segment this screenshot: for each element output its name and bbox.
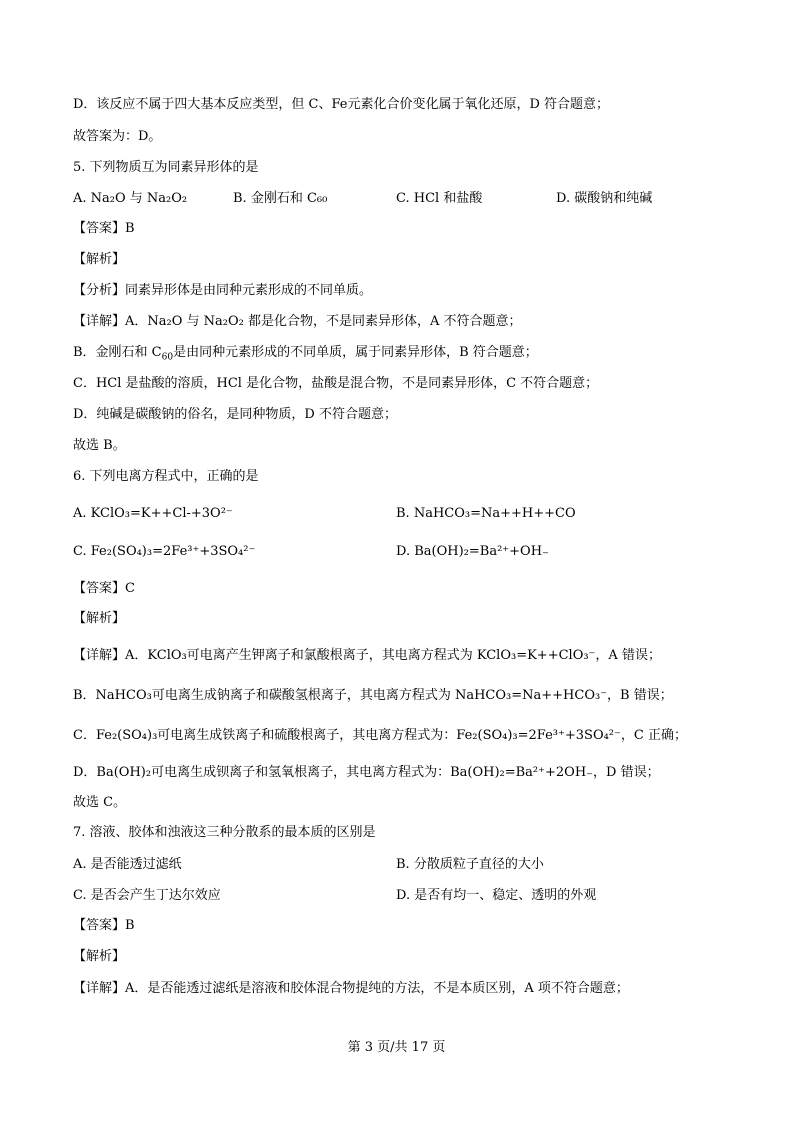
detail-text: D．Ba(OH)₂可电离生成钡离子和氢氧根离子，其电离方程式为：Ba(OH)₂=Ba²⁺+2OH₋，D 错误； [73, 765, 660, 780]
detail-text [73, 344, 538, 362]
analysis-label: 【解析】 [73, 949, 126, 964]
detail-text: 【详解】A．KClO₃可电离产生钾离子和氯酸根离子，其电离方程式为 KClO₃=K++ClO₃⁻，A 错误； [73, 648, 661, 663]
detail-text: C．HCl 是盐酸的溶质，HCl 是化合物，盐酸是混合物，不是同素异形体，C 不符合题意； [73, 376, 599, 391]
q7-option-b: B. 分散质粒子直径的大小 [396, 857, 544, 872]
analysis-label: 【解析】 [73, 611, 126, 626]
detail-text-part: 是由同种元素形成的不同单质，属于同素异形体，B 符合题意； [173, 345, 538, 360]
answer-label: 【答案】C [73, 581, 135, 596]
detail-text: C．Fe₂(SO₄)₃可电离生成铁离子和硫酸根离子，其电离方程式为：Fe₂(SO₄)₃=2Fe³⁺+3SO₄²⁻，C 正确； [73, 728, 687, 743]
q6-option-d: D. Ba(OH)₂=Ba²⁺+OH₋ [396, 544, 549, 559]
analysis-label: 【解析】 [73, 252, 126, 267]
detail-text-part: B．金刚石和 C [73, 345, 162, 360]
page-footer: 第 3 页/共 17 页 [347, 1040, 446, 1055]
text-line: 故答案为：D。 [73, 129, 162, 144]
q7-option-d: D. 是否有均一、稳定、透明的外观 [396, 888, 597, 903]
q5-option-a: A. Na₂O 与 Na₂O₂ [73, 191, 188, 206]
analysis-text: 【分析】同素异形体是由同种元素形成的不同单质。 [73, 283, 373, 298]
q6-option-b: B. NaHCO₃=Na++H++CO [396, 506, 576, 521]
detail-text: B．NaHCO₃可电离生成钠离子和碳酸氢根离子，其电离方程式为 NaHCO₃=Na++HCO₃⁻，B 错误； [73, 688, 673, 703]
text-line: D．该反应不属于四大基本反应类型，但 C、Fe元素化合价变化属于氧化还原，D 符合题意； [73, 97, 610, 112]
conclusion-text: 故选 C。 [73, 795, 127, 810]
q5-option-b: B. 金刚石和 C₆₀ [233, 191, 328, 206]
detail-text: 【详解】A．是否能透过滤纸是溶液和胶体混合物提纯的方法，不是本质区别，A 项不符合题意； [73, 981, 629, 996]
detail-text: 【详解】A．Na₂O 与 Na₂O₂ 都是化合物，不是同素异形体，A 不符合题意； [73, 314, 522, 329]
answer-label: 【答案】B [73, 918, 135, 933]
detail-text: D．纯碱是碳酸钠的俗名，是同种物质，D 不符合题意； [73, 407, 397, 422]
question-6: 6. 下列电离方程式中，正确的是 [73, 469, 259, 484]
conclusion-text: 故选 B。 [73, 438, 126, 453]
q6-option-c: C. Fe₂(SO₄)₃=2Fe³⁺+3SO₄²⁻ [73, 544, 256, 559]
q6-option-a: A. KClO₃=K++Cl-+3O²⁻ [73, 506, 233, 521]
question-5: 5. 下列物质互为同素异形体的是 [73, 160, 259, 175]
q7-option-a: A. 是否能透过滤纸 [73, 857, 182, 872]
q7-option-c: C. 是否会产生丁达尔效应 [73, 888, 221, 903]
q5-option-c: C. HCl 和盐酸 [396, 191, 483, 206]
q5-option-d: D. 碳酸钠和纯碱 [556, 191, 653, 206]
question-7: 7. 溶液、胶体和浊液这三种分散系的最本质的区别是 [73, 825, 376, 840]
answer-label: 【答案】B [73, 221, 135, 236]
subscript: 60 [161, 352, 174, 363]
